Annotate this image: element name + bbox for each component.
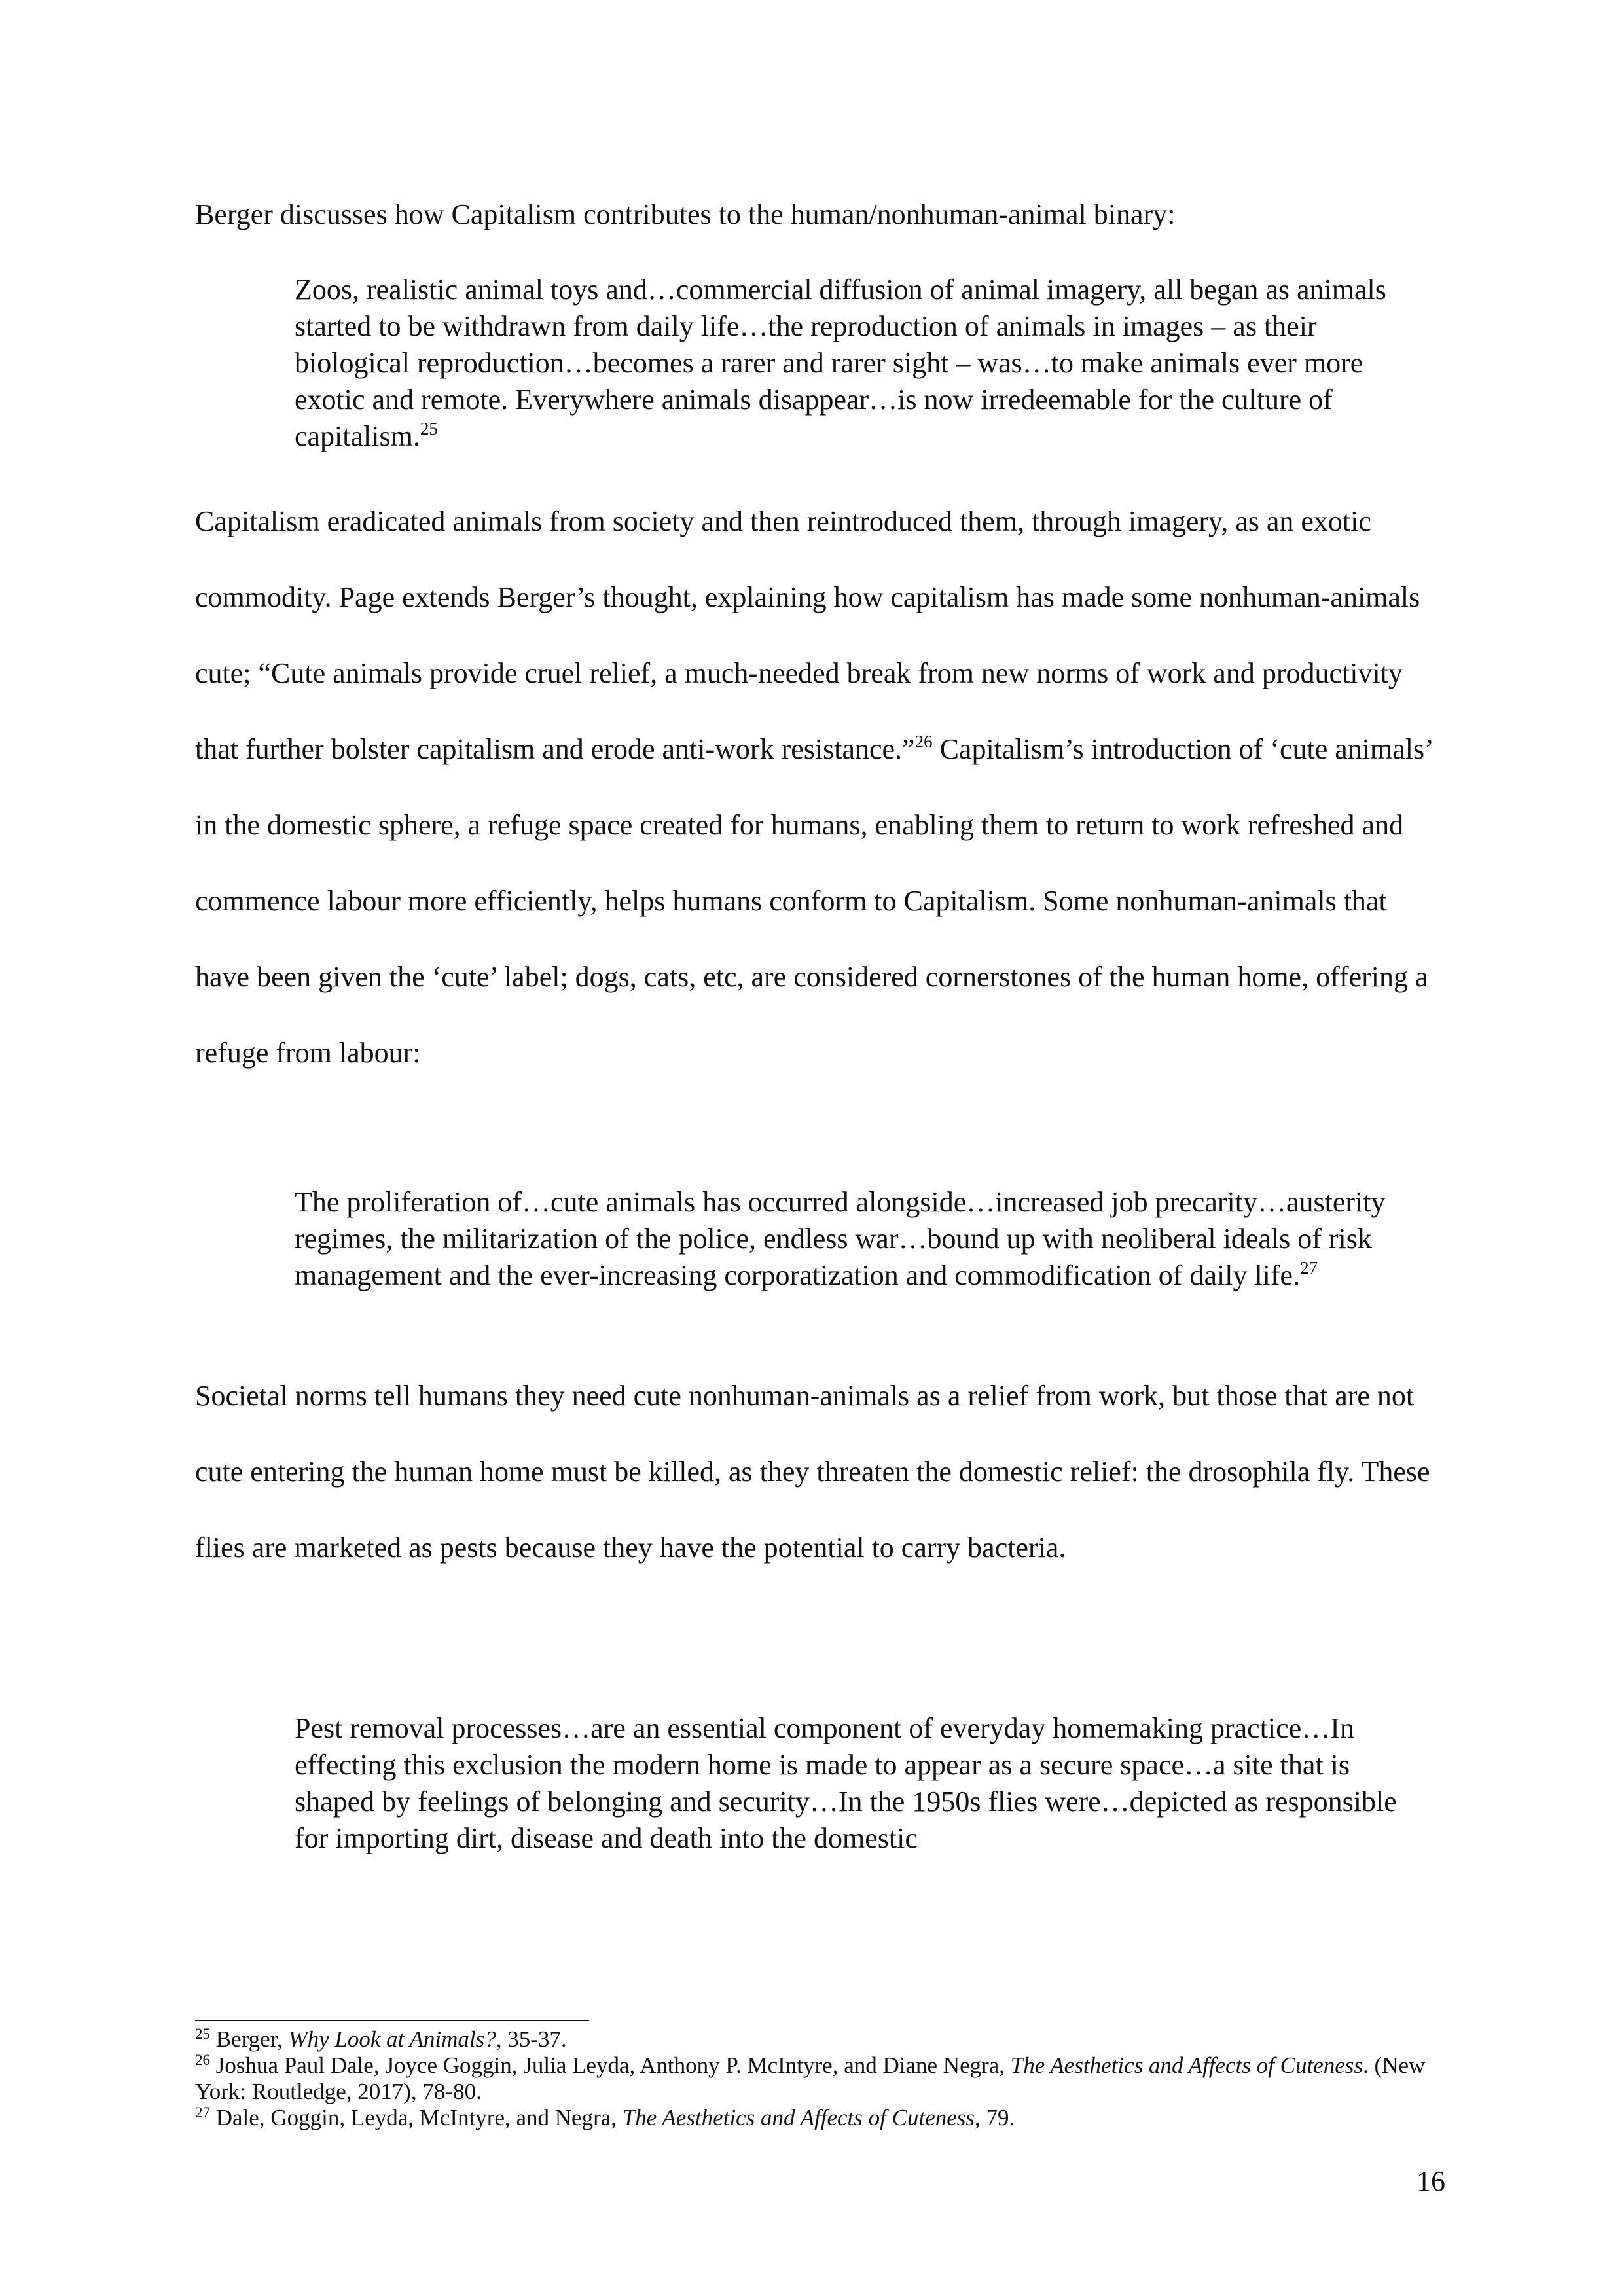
footnote-ref-27[interactable]: 27 — [1300, 1258, 1318, 1278]
block-quote-berger: Zoos, realistic animal toys and…commercial diffusion of animal imagery, all began as animals started to be withdrawn from daily life…the reproduction of animals in images – as their biological reproduction…becomes a rarer and rarer sight – was…to make animals ever more exotic and remote. Everywhere animals disappear…is now irredeemable for the culture of capitalism.$^{25}$ — [295, 274, 1386, 452]
footnote-ref-26[interactable]: 26 — [914, 732, 933, 751]
footnote-separator — [195, 2020, 589, 2021]
capitalism-paragraph: Capitalism eradicated animals from society and then reintroduced them, through imagery, as an exotic commodity. Page extends Berger’s thought, explaining how capitalism has made some nonhuman-animals cute; “Cute animals provide cruel relief, a much-needed break from new norms of work and productivity that further bolster capitalism and erode anti-work resistance.”$^{26}$ Capitalism’s introduction of ‘cute animals’ in the domestic sphere, a refuge space created for humans, enabling them to return to work refreshed and commence labour more efficiently, helps humans conform to Capitalism. Some nonhuman-animals that have been given the ‘cute’ label; dogs, cats, etc, are considered cornerstones of the human home, offering a refuge from labour: — [195, 505, 1432, 1069]
footnote-25: $^{25}$ Berger, Why Look at Animals?, 35-37. — [195, 2026, 567, 2052]
footnote-27: $^{27}$ Dale, Goggin, Leyda, McIntyre, and Negra, The Aesthetics and Affects of Cuteness, 79. — [195, 2104, 1015, 2130]
footnote-ref-25[interactable]: 25 — [420, 419, 438, 439]
block-quote-pest-removal: Pest removal processes…are an essential component of everyday homemaking practice…In effecting this exclusion the modern home is made to appear as a secure space…a site that is shaped by feelings of belonging and security…In the 1950s flies were…depicted as responsible for importing dirt, disease and death into the domestic — [295, 1712, 1397, 1854]
block-quote-cuteness: The proliferation of…cute animals has occurred alongside…increased job precarity…austerity regimes, the militarization of the police, endless war…bound up with neoliberal ideals of risk management and the ever-increasing corporatization and commodification of daily life.$^{27}$ — [295, 1186, 1386, 1291]
footnote-26: $^{26}$ Joshua Paul Dale, Joyce Goggin, Julia Leyda, Anthony P. McIntyre, and Diane Negra, The Aesthetics and Affects of Cuteness. (New York: Routledge, 2017), 78-80. — [195, 2052, 1426, 2104]
societal-norms-paragraph: Societal norms tell humans they need cute nonhuman-animals as a relief from work, but those that are not cute entering the human home must be killed, as they threaten the domestic relief: the drosophila fly. These flies are marketed as pests because they have the potential to carry bacteria. — [195, 1380, 1430, 1564]
intro-paragraph: Berger discusses how Capitalism contributes to the human/nonhuman-animal binary: — [195, 198, 1176, 230]
page-number: 16 — [1416, 2165, 1445, 2197]
